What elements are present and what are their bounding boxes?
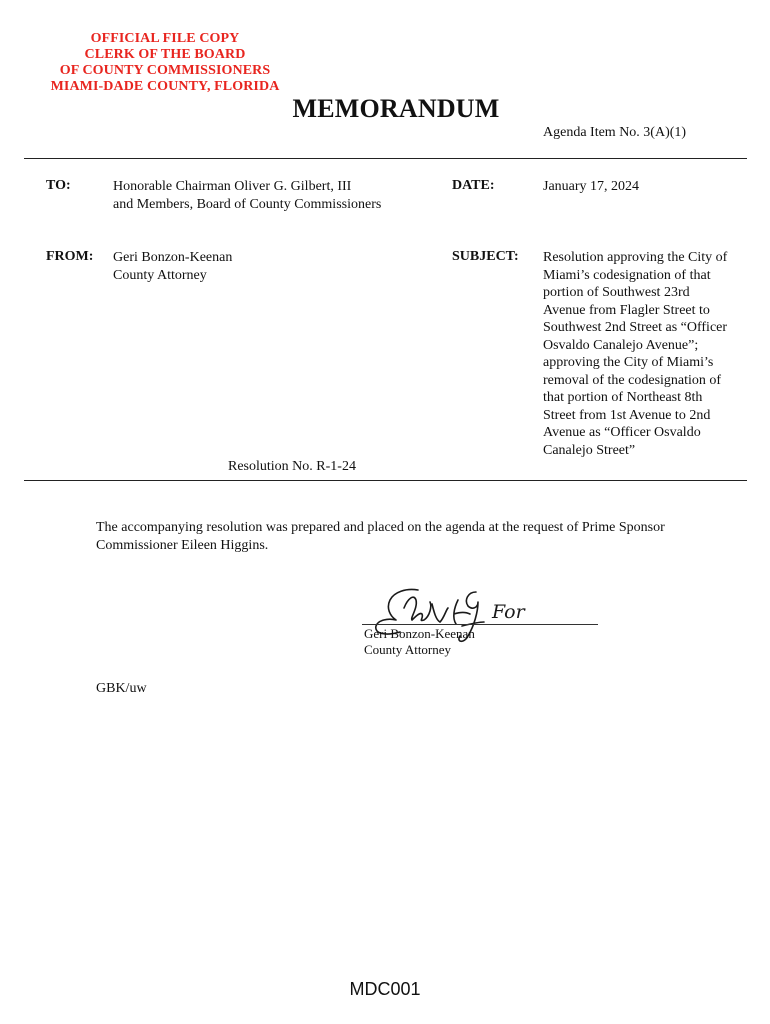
subject-line: Avenue from Flagler Street to [543, 302, 710, 318]
page-identifier: MDC001 [349, 979, 421, 999]
signature-for-text: For [492, 601, 525, 623]
subject-label: SUBJECT: [452, 249, 519, 264]
agenda-item-number: Agenda Item No. 3(A)(1) [543, 125, 687, 140]
date-label: DATE: [452, 178, 495, 193]
from-line: Geri Bonzon-Keenan [113, 250, 233, 265]
memo-title: MEMORANDUM [292, 94, 500, 123]
from-sender [113, 249, 232, 284]
subject-line: Street from 1st Avenue to 2nd [543, 407, 711, 423]
body-line: The accompanying resolution was prepared and placed on the agenda at the request of Prime Sponsor [96, 520, 665, 535]
header-bottom-divider [24, 480, 747, 481]
subject-line: Resolution approving the City of [543, 250, 728, 265]
stamp-line: OF COUNTY COMMISSIONERS [59, 63, 271, 78]
subject-line: removal of the codesignation of [543, 372, 722, 388]
subject-text [543, 249, 748, 459]
resolution-number: Resolution No. R-1-24 [228, 459, 356, 474]
subject-line: Avenue as “Officer Osvaldo [543, 425, 701, 440]
to-label: TO: [46, 178, 71, 193]
date-value: January 17, 2024 [543, 179, 640, 194]
stamp-line: MIAMI-DADE COUNTY, FLORIDA [50, 79, 280, 94]
signature-stroke [432, 604, 448, 622]
subject-line: Canalejo Street” [543, 442, 636, 458]
body-paragraph [96, 519, 736, 555]
stamp-line: OFFICIAL FILE COPY [90, 31, 240, 46]
from-label: FROM: [46, 249, 94, 264]
signature-block [364, 626, 475, 658]
signer-title: County Attorney [364, 642, 452, 657]
signer-name: Geri Bonzon-Keenan [364, 626, 475, 641]
to-line: Honorable Chairman Oliver G. Gilbert, III [113, 179, 352, 194]
header-divider [24, 158, 747, 159]
to-line: and Members, Board of County Commissioners [113, 196, 382, 212]
subject-line: Osvaldo Canalejo Avenue”; [543, 337, 699, 353]
subject-line: that portion of Northeast 8th [543, 390, 703, 405]
signature-line [362, 624, 598, 625]
stamp-line: CLERK OF THE BOARD [84, 47, 246, 62]
clerk-stamp [40, 31, 290, 95]
from-line: County Attorney [113, 267, 207, 283]
body-line: Commissioner Eileen Higgins. [96, 538, 269, 553]
subject-line: portion of Southwest 23rd [543, 285, 690, 300]
typist-initials: GBK/uw [96, 681, 147, 696]
subject-line: Southwest 2nd Street as “Officer [543, 320, 728, 335]
subject-line: Miami’s codesignation of that [543, 267, 711, 283]
subject-line: approving the City of Miami’s [543, 355, 714, 370]
to-recipients [113, 178, 433, 213]
signature-stroke [404, 597, 431, 620]
